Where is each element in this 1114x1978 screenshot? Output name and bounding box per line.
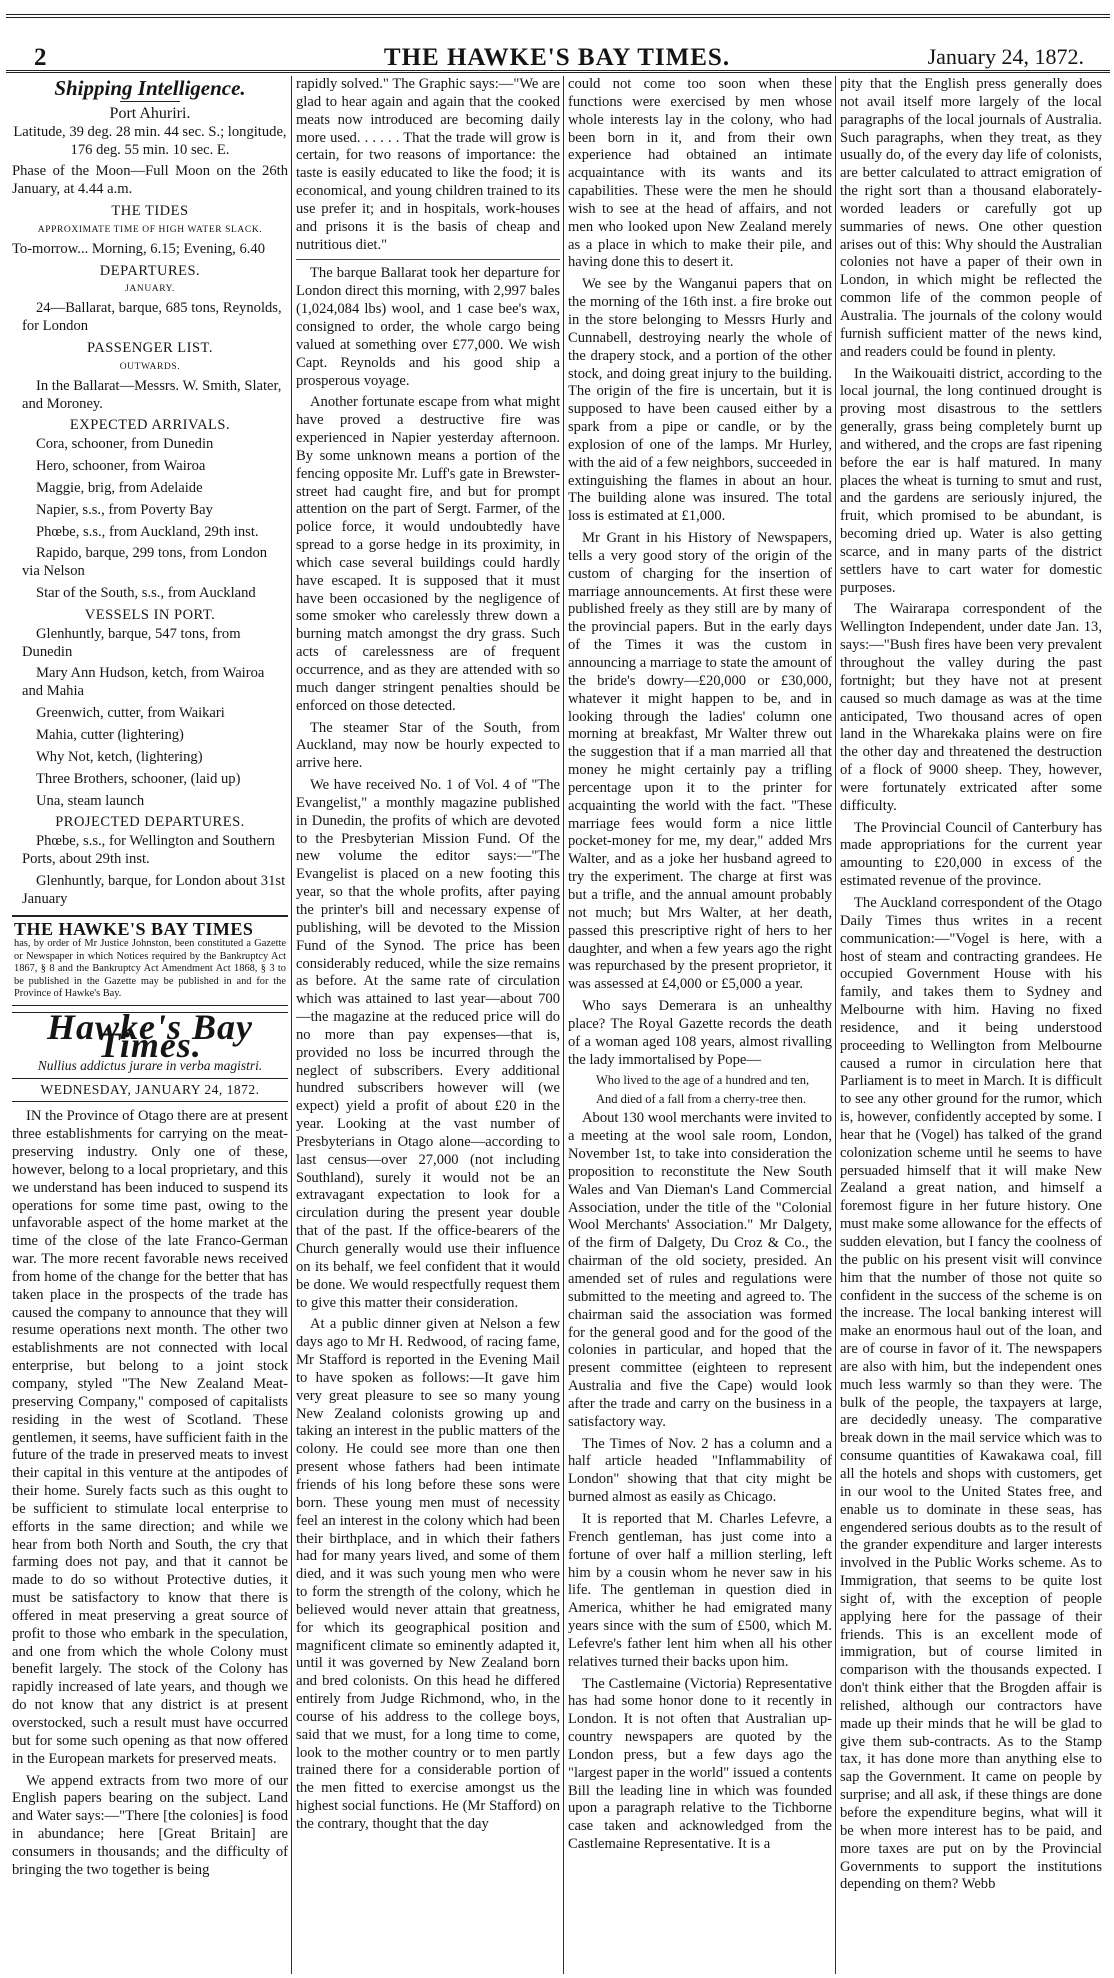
article-paragraph: Mr Grant in his History of Newspapers, tells a very good story of the origin of the custom of charging for the insertion of marriage announcements. At first these were published freely as they still are by many of the provincial papers. But in the early days of the Times it was the custom in announcing a marriage to state the amount of the bride's dowry—£20,000 or £30,000, whatever it might happen to be, and in looking through the ladies' column one morning at breakfast, Mr Walter threw out the suggestion that if a man married all that money he might certainly pay a trifling percentage upon it to the printer for acquainting the world with the fact. "These marriage fees would form a nice little pocket-money for me, my dear," added Mrs Walter, and as a joke her husband agreed to try the experiment. The charge at first was but a trifle, and the annual amount probably not much; but Mrs Walter, at her death, passed this prescriptive right of hers to her daughter, and when a few years ago the right was repurchased by the present proprietor, it was assessed at £4,000 or £5,000 a year. <box>568 530 832 993</box>
column-2 <box>296 76 560 1974</box>
verse-line: And died of a fall from a cherry-tree then. <box>596 1091 806 1106</box>
article-paragraph: rapidly solved." The Graphic says:—"We are glad to hear again and again that the cooked meats now introduced are becoming daily more used. . . . . . That the trade will grow is certain, for two reasons of importance: the taste is easily educated to like the food; it is economical, and young children trained to its use prefer it; and in hospitals, work-houses and prisons it is the basis of cheap and nutritious diet." <box>296 76 560 253</box>
article-paragraph: We have received No. 1 of Vol. 4 of "The Evangelist," a monthly magazine published in Dunedin, the profits of which are devoted to the Presbyterian Mission Fund. Of the new volume the editor says:—"The Evangelist is placed on a new footing this year, so that the whole profits, after paying the printer's bill and necessary expense of publishing, will be devoted to the Mission Fund of the Synod. The price has been considerably reduced, while the size remains as before. At the same rate of circulation which was attained to last year—about 700—the magazine at the reduced price will do no more than pay expenses—that is, provided no loss be incurred through the neglect of subscribers. Every additional hundred subscribers however will (we expect) yield a profit of about £20 in the year. Looking at the vast number of Presbyterians in Otago alone—according to last census—over 27,000 (not including Southland), surely it would not be an extravagant expectation to look for a circulation during the present year double that of the past. If the office-bearers of the Church generally would use their influence on its behalf, we feel confident that it would be done. We would respectfully request them to give this matter their consideration. <box>296 777 560 1311</box>
column-divider <box>563 76 564 1974</box>
list-item: Maggie, brig, from Adelaide <box>36 479 203 496</box>
header-rule <box>6 70 1110 73</box>
column-4 <box>840 76 1102 1974</box>
expected-arrivals-heading: EXPECTED ARRIVALS. <box>69 417 231 434</box>
list-item: Rapido, barque, 299 tons, from London via Nelson <box>22 545 268 580</box>
article-paragraph: pity that the English press generally does not avail itself more largely of the local paragraphs of the local journals of Australia. Such paragraphs, when they treat, as they usually do, of the every day life of colonists, are better calculated to attract emigration of the right sort than a thousand elaborately-worded leaders or carefully got up summaries of news. One other question arises out of this: Why should the Australian colonies not have a paper of their own in London, in which might be reflected the common life of the common people of Australia. The journals of the colony would furnish sufficient matter of the news kind, and readers could be found in plenty. <box>840 76 1102 360</box>
article-paragraph: It is reported that M. Charles Lefevre, a French gentleman, has just come into a fortune of over half a million sterling, left him by a cousin whom he never saw in his life. The gentleman in question died in America, whither he had emigrated many years since with the sum of £500, which M. Lefevre's father lent him when all his other relatives turned their backs upon him. <box>568 1510 832 1670</box>
masthead: Hawke's Bay Times. <box>12 1012 288 1055</box>
passenger-subheading: OUTWARDS. <box>119 361 181 372</box>
page-number: 2 <box>34 44 47 71</box>
list-item: Why Not, ketch, (lightering) <box>36 748 203 765</box>
list-item: Hero, schooner, from Wairoa <box>36 458 206 475</box>
list-item: Greenwich, cutter, from Waikari <box>36 705 225 722</box>
column-3 <box>568 76 832 1974</box>
article-paragraph: The Castlemaine (Victoria) Representative has had some honor done to it recently in London. It is not often that Australian up-country newspapers are quoted by the London press, but a few days ago the "largest paper in the world" issued a contents Bill the leading line in which was founded upon a paragraph relative to the Tichborne case taken and acknowledged from the Castlemaine Representative. It is a <box>568 1675 832 1853</box>
passenger-entry: In the Ballarat—Messrs. W. Smith, Slater, and Moroney. <box>22 377 282 412</box>
list-item: Phœbe, s.s., for Wellington and Southern Ports, about 29th inst. <box>22 833 275 868</box>
departure-entry: 24—Ballarat, barque, 685 tons, Reynolds, for London <box>22 300 282 335</box>
list-item: Napier, s.s., from Poverty Bay <box>36 501 213 518</box>
article-paragraph: Another fortunate escape from what might have proved a destructive fire was experienced in Napier yesterday afternoon. By some unknown means a portion of the fencing opposite Mr. Luff's gate in Brewster-street had caught fire, and but for prompt attention on the part of Sergt. Farmer, of the police force, it would undoubtedly have spread to a gorse hedge in its proximity, in which case several buildings could hardly have escaped. It is supposed that it must have been occasioned by the negligence of some smoker who carelessly threw down a burning match amongst the dry grass. Such acts of carelessness are of frequent occurrence, and as they are attended with so much danger stringent penalties should be enforced on those detected. <box>296 394 560 714</box>
tides-line: To-morrow... Morning, 6.15; Evening, 6.40 <box>12 240 265 257</box>
list-item: Una, steam launch <box>36 792 145 809</box>
column-1 <box>12 76 288 1974</box>
shipping-intelligence-heading: Shipping Intelligence. <box>54 76 246 100</box>
verse-line: Who lived to the age of a hundred and ten, <box>596 1073 810 1088</box>
passenger-list-heading: PASSENGER LIST. <box>87 339 213 356</box>
article-paragraph: We append extracts from two more of our English papers bearing on the subject. Land and Water says:—"There [the colonies] is food in abundance; here [Great Britain] are consumers in thousands; and the difficulty of bringing the two together is being <box>12 1772 288 1878</box>
article-paragraph: The Provincial Council of Canterbury has made appropriations for the current year amounting to £20,000 in excess of the estimated revenue of the province. <box>840 819 1102 890</box>
port-details: Latitude, 39 deg. 28 min. 44 sec. S.; longitude, 176 deg. 55 min. 10 sec. E. <box>13 123 287 158</box>
list-item: Phœbe, s.s., from Auckland, 29th inst. <box>36 523 259 540</box>
motto: Nullius addictus jurare in verba magistri. <box>37 1057 263 1073</box>
article-paragraph: The barque Ballarat took her departure for London direct this morning, with 2,997 bales (1,024,084 lbs) wool, and 1 case bee's wax, consigned to order, the whole cargo being valued at something over £77,000. We wish Capt. Reynolds and his good ship a prosperous voyage. <box>296 265 560 389</box>
article-paragraph: At a public dinner given at Nelson a few days ago to Mr H. Redwood, of racing fame, Mr Stafford is reported in the Evening Mail to have spoken as follows:—It gave him very great pleasure to see so many young New Zealand colonists growing up and taking an interest in the public matters of the colony. He could see more than one then present whose fathers had been intimate friends of his long before these sons were born. These young men must of necessity feel an interest in the colony which had been their birthplace, and in which their fathers had for many years lived, and some of them died, and it was such young men who were to form the strength of the colony, which he believed would never attain that greatness, for which its geographical position and magnificent climate so eminently adapted it, until it was governed by New Zealand born and bred colonists. On this head he differed entirely from Judge Richmond, who, in the course of his address to the college boys, said that we must, for a long time to come, look to the mother country or to men partly trained there for a considerable portion of the men fitted to exercise amongst us the highest social functions. He (Mr Stafford) on the contrary, thought that the day <box>296 1316 560 1832</box>
column-divider <box>291 76 292 1974</box>
article-paragraph: About 130 wool merchants were invited to a meeting at the wool sale room, London, November 1st, to take into consideration the proposition to reconstitute the New South Wales and Van Dieman's Land Commercial Association, under the title of the "Colonial Wool Merchants' Association." Mr Dalgety, of the firm of Dalgety, Du Croz & Co., the chairman of the old society, presided. An amended set of rules and regulations were submitted to the meeting and agreed to. The chairman said the association was formed for the general good and for the good of the colonies in particular, and hoped that the present committee (eighteen to represent Australia and five the Cape) would look after the trade and carry on the business in a satisfactory way. <box>568 1110 832 1430</box>
column-divider <box>835 76 836 1974</box>
paper-title: THE HAWKE'S BAY TIMES. <box>383 44 731 71</box>
moon-note: Phase of the Moon—Full Moon on the 26th January, at 4.44 a.m. <box>12 163 288 198</box>
article-paragraph: In the Waikouaiti district, according to the local journal, the long continued drought is proving most disastrous to the settlers generally, grass being completely burnt up and withered, and the crops are fast ripening before the ear is half matured. In many places the wheat is turning to smut and rust, and the gardens are seriously injured, the fruit, which promised to be abundant, is becoming dried up. Water is also getting scarce, and in many parts of the district settlers have to cart water for domestic purposes. <box>840 365 1102 596</box>
divider <box>120 101 180 102</box>
article-paragraph: IN the Province of Otago there are at present three establishments for carrying on the meat-preserving industry. Only one of these, however, belong to a local proprietary, and this we understand has been induced to suspend its operations for some time past, owing to the unfavorable aspect of the home market at the time of the close of the late Franco-German war. The more recent favorable news received from home of the change for the better that has taken place in the prospects of the trade has caused the company to announce that they will resume operations next month. The other two establishments are not connected with local enterprise, but belong to a joint stock company, styled "The New Zealand Meat-preserving Company," composed of capitalists residing in the west of Scotland. These gentlemen, it seems, have sufficient faith in the future of the trade in preserved meats to invest their capital in this venture at the antipodes of their home. Surely facts such as this ought to be sufficient to stimulate local enterprise to efforts in the same direction; and while we hear from both North and South, the cry that farming does not pay, and that it cannot be made to do so without Protective duties, it must be satisfactory to know that there is offered in meat preserving a great source of profit to those who embark in the speculation, and one from which the whole Colony must benefit largely. The stock of the Colony has rapidly increased of late years, and though we do not know that any district is at present overstocked, such a result must have occurred but for some such opening as that now offered in the European markets for preserved meats. <box>12 1108 288 1767</box>
list-item: Star of the South, s.s., from Auckland <box>36 585 256 602</box>
list-item: Mary Ann Hudson, ketch, from Wairoa and Mahia <box>22 665 265 700</box>
article-paragraph: The Wairarapa correspondent of the Wellington Independent, under date Jan. 13, says:—"Bush fires have been very prevalent throughout the valley during the past fortnight; but they have not at present caused so much damage as was at the time anticipated, Two thousand acres of open land in the Wharekaka plains were on fire the other day and threatened the destruction of a flock of 9000 sheep. They, however, were fortunately extricated after some difficulty. <box>840 601 1102 814</box>
gazette-notice <box>12 915 288 1006</box>
divider <box>296 259 560 260</box>
tides-subheading: APPROXIMATE TIME OF HIGH WATER SLACK. <box>37 224 263 235</box>
article-paragraph: The steamer Star of the South, from Auckland, may now be hourly expected to arrive here. <box>296 719 560 772</box>
departures-month: JANUARY. <box>125 284 175 295</box>
article-paragraph: Who says Demerara is an unhealthy place? The Royal Gazette records the death of a woman aged 108 years, almost rivalling the lady immortalised by Pope— <box>568 998 832 1068</box>
article-paragraph: The Times of Nov. 2 has a column and a half article headed "Inflammability of London" showing that that city might be burned almost as easily as Chicago. <box>568 1435 832 1506</box>
article-paragraph: could not come too soon when these functions were exercised by men whose whole interests lay in the colony, who had been born in it, and from their own experience had obtained an intimate acquaintance with its wants and its capabilities. These were the men he should wish to see at the head of affairs, and not men who looked upon New Zealand merely as a place in which to make their pile, and having done this to desert it. <box>568 76 832 271</box>
list-item: Glenhuntly, barque, 547 tons, from Dunedin <box>22 625 241 660</box>
article-paragraph: We see by the Wanganui papers that on the morning of the 16th inst. a fire broke out in the store belonging to Messrs Hurly and Cunnabell, destroying nearly the whole of the drapery stock, and a portion of the other stock, and doing great injury to the building. The origin of the fire is uncertain, but it is supposed to have been caused either by a spark from a pipe or candle, or by the explosion of one of the lamps. Mr Hurley, with the aid of a few neighbors, succeeded in extinguishing the flames in about an hour. The building alone was insured. The total loss is estimated at £1,000. <box>568 276 832 525</box>
vessels-in-port-heading: VESSELS IN PORT. <box>84 606 216 623</box>
port-name: Port Ahuriri. <box>109 104 191 122</box>
departures-heading: DEPARTURES. <box>99 262 201 279</box>
notice-body: has, by order of Mr Justice Johnston, been constituted a Gazette or Newspaper in which Notices required by the Bankruptcy Act 1867, § 8 and the Bankruptcy Act Amendment Act 1868, § 3 to be published in the Gazette may be published in and for the Province of Hawke's Bay. <box>14 938 286 1000</box>
list-item: Glenhuntly, barque, for London about 31st January <box>22 872 286 907</box>
projected-departures-heading: PROJECTED DEPARTURES. <box>55 814 245 831</box>
issue-date: January 24, 1872. <box>927 44 1084 69</box>
list-item: Cora, schooner, from Dunedin <box>36 436 214 453</box>
notice-title: THE HAWKE'S BAY TIMES <box>14 918 254 939</box>
article-paragraph: The Auckland correspondent of the Otago Daily Times thus writes in a recent communication:—"Vogel is here, with a host of steam and contracting grandees. He occupied Government House with his family, and takes them to Sydney and Melbourne with him. Having no fixed residence, and it being understood proceeding to Wellington from Melbourne caused a rumor in circulation here that Parliament is to meet in March. It is difficult to see any other ground for the rumor, which is, however, confidently accepted by some. I hear that he (Vogel) has talked of the grand colonization scheme until he seems to have persuaded himself that it will make New Zealand a great nation, and himself a foremost figure in her future history. One must make some allowance for the effects of sudden elevation, but I fancy the coolness of the public on his present visit will convince him that the number of those not quite so confident in the success of the scheme is on the increase. The local banking interest will make an enormous haul out of the loan, and are of course in favor of it. The newspapers are also with him, but the independent ones much less warmly so than they were. The bulk of the people, the taxpayers at large, are decidedly uneasy. The comparative break down in the mail service which was to consume quantities of Kawakawa coal, fill all the hotels and shops with customers, get in our wool to the United States free, and enable us to dominate in these seas, has engendered serious doubts as to the result of the grander expenditure and larger interests involved in the Public Works scheme. As to Immigration, that seems to be quite lost sight of, with the exception of people applying here for the passage of their friends. This is an excellent mode of immigration, but of course limited in comparison with the thousands expected. I don't think either that the Brogden affair is relished, although our contractors have made up their minds that he will be glad to give them sub-contracts. As to the Stamp tax, it has done more than anything else to sap the Government. It came on people by surprise; and all ask, if these things are done before the expenditure begins, what will it be when more interest has to be paid, and more taxes are put on by the Provincial Governments to support the institutions depending on them? Webb <box>840 894 1102 1893</box>
dateline: WEDNESDAY, JANUARY 24, 1872. <box>12 1078 288 1102</box>
tides-heading: THE TIDES <box>111 203 189 220</box>
top-rule <box>6 14 1110 18</box>
list-item: Mahia, cutter (lightering) <box>36 727 184 743</box>
list-item: Three Brothers, schooner, (laid up) <box>36 770 241 787</box>
